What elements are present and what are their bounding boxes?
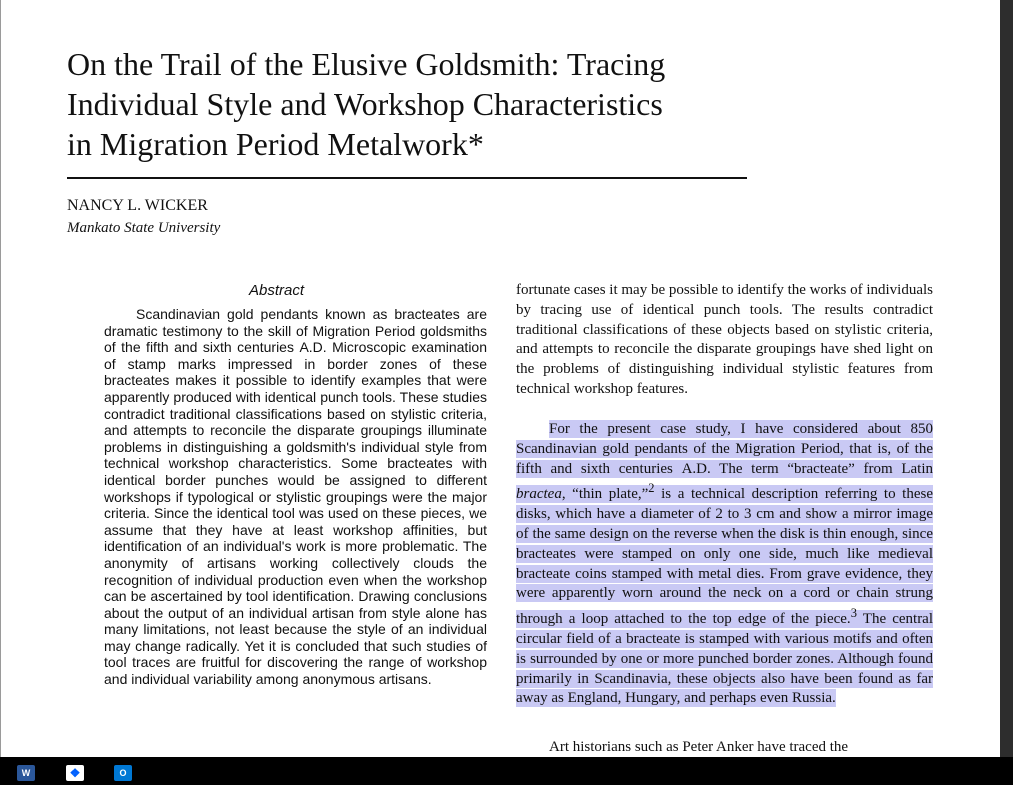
abstract-text-part-1: Scandinavian gold pendants known as bracteates are dramatic testimony to the skill of Migration Period goldsmiths of the fifth and sixth centuries [104,306,487,356]
footnote-ref-2[interactable]: 2 [648,481,655,496]
author-name: NANCY L. WICKER [67,197,208,214]
title-line-1: On the Trail of the Elusive Goldsmith: Tracing [67,46,666,82]
para2-text-c: , “thin plate,” [561,486,649,503]
scrollbar[interactable] [1000,0,1013,757]
outlook-app-icon[interactable]: O [114,765,132,781]
highlighted-selection[interactable] [516,420,933,707]
para2-ad-mark: A.D. [681,460,711,477]
paper-title [67,44,767,164]
title-line-2: Individual Style and Workshop Characteristics [67,86,663,122]
para2-bractea: bractea [516,486,562,503]
page-left-border [0,0,1,757]
para2-text-d: is a technical description referring to these disks, which have a diameter of 2 to 3 cm and show a mirror image of the same design on the reverse when the disk is thin enough, since bracteates were stamped on only one side, much like medieval bracteate coins stamped with metal dies. From grave evidence, they were apparently worn around the neck on a cord or chain strung through a loop attached to the top edge of the piece. [516,486,933,628]
title-rule [67,177,747,179]
body-paragraph-1: fortunate cases it may be possible to identify the works of individuals by tracing use of identical punch tools. The results contradict traditional classifications of these objects based on stylistic criteria, and attempts to reconcile the disparate groupings have shed light on the problems of distinguishing individual stylistic features from technical workshop features. [516,282,933,397]
abstract-heading: Abstract [249,282,305,299]
author-affiliation: Mankato State University [67,220,221,236]
footnote-ref-3[interactable]: 3 [850,606,857,621]
title-line-3: in Migration Period Metalwork* [67,126,484,162]
body-paragraph-3: Art historians such as Peter Anker have traced the [549,739,849,755]
para2-text-a: For the present case study, I have considered about 850 Scandinavian gold pendants of the Migration Period, that is, of the fifth and sixth centuries [516,421,933,477]
para2-text-e: The central circular field of a bracteate is stamped with various motifs and often is surrounded by one or more punched border zones. Although found primarily in Scandinavia, these objects also have been found as far away as England, Hungary, and perhaps even Russia. [516,611,934,707]
abstract-ad-mark: A.D. [299,339,327,356]
body-paragraph-2[interactable] [516,420,933,709]
abstract-text [104,306,487,688]
abstract-text-part-2: Microscopic examination of stamp marks impressed in border zones of these bracteates makes it possible to identify examples that were apparently produced with identical punch tools. These studies contradict traditional classifications based on stylistic criteria, and attempts to reconcile the disparate groupings illuminate problems in distinguishing a goldsmith's individual style from technical workshop characteristics. Some bracteates with identical border punches would be assigned to different workshops if typological or stylistic groupings were the major criteria. Since the identical tool was used on these pieces, we assume that they have at least workshop affinities, but identification of an individual's work is more problematic. The anonymity of artisans working collectively clouds the recognition of individual production even when the workshop can be ascertained by tool identification. Drawing conclusions about the output of an individual artisan from style alone has many limitations, not least because the style of an individual may change radically. Yet it is concluded that such studies of tool traces are fruitful for discovering the range of workshop and individual variability among anonymous artisans. [104,339,487,688]
dropbox-app-icon[interactable]: ❖ [66,765,84,781]
word-app-icon[interactable]: W [17,765,35,781]
para2-text-b: The term “bracteate” from Latin [719,460,933,477]
taskbar [0,757,1013,785]
